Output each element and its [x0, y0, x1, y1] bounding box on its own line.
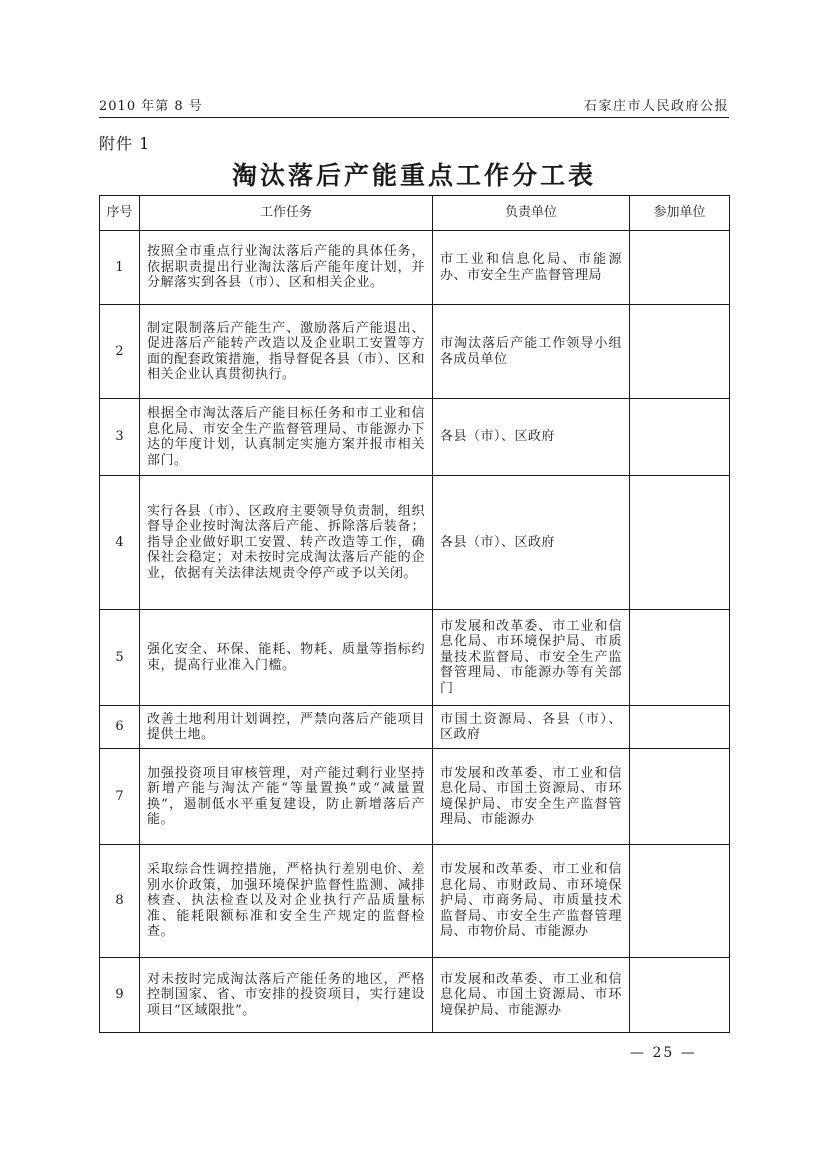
document-title: 淘汰落后产能重点工作分工表: [231, 161, 596, 190]
table-row: [100, 845, 730, 958]
row-number: 7: [100, 749, 140, 845]
table-row: [100, 399, 730, 476]
task-cell: 采取综合性调控措施，严格执行差别电价、差别水价政策，加强环境保护监督性监测、减排核查、执法检查以及对企业执行产品质量标准、能耗限额标准和安全生产规定的监督检查。: [140, 845, 433, 958]
table-row: [100, 305, 730, 399]
responsible-cell: 市国土资源局、各县（市）、区政府: [433, 706, 630, 749]
table-row: [100, 476, 730, 610]
page-header: [99, 98, 729, 116]
column-header-no: 序号: [100, 196, 140, 231]
table-header-row: [100, 196, 730, 231]
issue-label: 2010 年第 8 号: [99, 99, 203, 114]
column-header-responsible: 负责单位: [433, 196, 630, 231]
responsible-cell: 市发展和改革委、市工业和信息化局、市环境保护局、市质量技术监督局、市安全生产监督管理局、市能源办等有关部门: [433, 610, 630, 706]
column-header-participating: 参加单位: [630, 196, 730, 231]
column-header-task: 工作任务: [140, 196, 433, 231]
participating-cell: [630, 749, 730, 845]
responsible-cell: 各县（市）、区政府: [433, 399, 630, 476]
attachment-label: 附件 1: [99, 134, 151, 153]
task-cell: 根据全市淘汰落后产能目标任务和市工业和信息化局、市安全生产监督管理局、市能源办下达的年度计划，认真制定实施方案并报市相关部门。: [140, 399, 433, 476]
responsible-cell: 市发展和改革委、市工业和信息化局、市国土资源局、市环境保护局、市能源办: [433, 958, 630, 1033]
table-row: [100, 958, 730, 1033]
participating-cell: [630, 231, 730, 305]
participating-cell: [630, 845, 730, 958]
task-cell: 强化安全、环保、能耗、物耗、质量等指标约束，提高行业准入门槛。: [140, 610, 433, 706]
page-number: — 25 —: [630, 1045, 697, 1061]
responsible-cell: 市发展和改革委、市工业和信息化局、市国土资源局、市环境保护局、市安全生产监督管理局、市能源办: [433, 749, 630, 845]
task-cell: 加强投资项目审核管理，对产能过剩行业坚持新增产能与淘汰产能“等量置换”或“减量置换”，遏制低水平重复建设，防止新增落后产能。: [140, 749, 433, 845]
row-number: 6: [100, 706, 140, 749]
row-number: 8: [100, 845, 140, 958]
responsible-cell: 市工业和信息化局、市能源办、市安全生产监督管理局: [433, 231, 630, 305]
row-number: 9: [100, 958, 140, 1033]
participating-cell: [630, 399, 730, 476]
row-number: 5: [100, 610, 140, 706]
table-row: [100, 610, 730, 706]
work-division-table: [99, 195, 730, 1033]
table-row: [100, 231, 730, 305]
task-cell: 实行各县（市）、区政府主要领导负责制，组织督导企业按时淘汰落后产能、拆除落后装备；指导企业做好职工安置、转产改造等工作，确保社会稳定；对未按时完成淘汰落后产能的企业，依据有关法律法规责令停产或予以关闭。: [140, 476, 433, 610]
row-number: 1: [100, 231, 140, 305]
table-row: [100, 749, 730, 845]
task-cell: 改善土地利用计划调控，严禁向落后产能项目提供土地。: [140, 706, 433, 749]
task-cell: 按照全市重点行业淘汰落后产能的具体任务，依据职责提出行业淘汰落后产能年度计划，并分解落实到各县（市）、区和相关企业。: [140, 231, 433, 305]
table-row: [100, 706, 730, 749]
participating-cell: [630, 476, 730, 610]
row-number: 3: [100, 399, 140, 476]
responsible-cell: 市淘汰落后产能工作领导小组各成员单位: [433, 305, 630, 399]
task-cell: 对未按时完成淘汰落后产能任务的地区，严格控制国家、省、市安排的投资项目，实行建设项目“区域限批”。: [140, 958, 433, 1033]
publication-name: 石家庄市人民政府公报: [583, 99, 729, 114]
participating-cell: [630, 958, 730, 1033]
responsible-cell: 市发展和改革委、市工业和信息化局、市财政局、市环境保护局、市商务局、市质量技术监督局、市安全生产监督管理局、市物价局、市能源办: [433, 845, 630, 958]
participating-cell: [630, 610, 730, 706]
header-divider: [99, 117, 729, 118]
responsible-cell: 各县（市）、区政府: [433, 476, 630, 610]
row-number: 4: [100, 476, 140, 610]
participating-cell: [630, 706, 730, 749]
row-number: 2: [100, 305, 140, 399]
participating-cell: [630, 305, 730, 399]
task-cell: 制定限制落后产能生产、激励落后产能退出、促进落后产能转产改造以及企业职工安置等方面的配套政策措施，指导督促各县（市）、区和相关企业认真贯彻执行。: [140, 305, 433, 399]
